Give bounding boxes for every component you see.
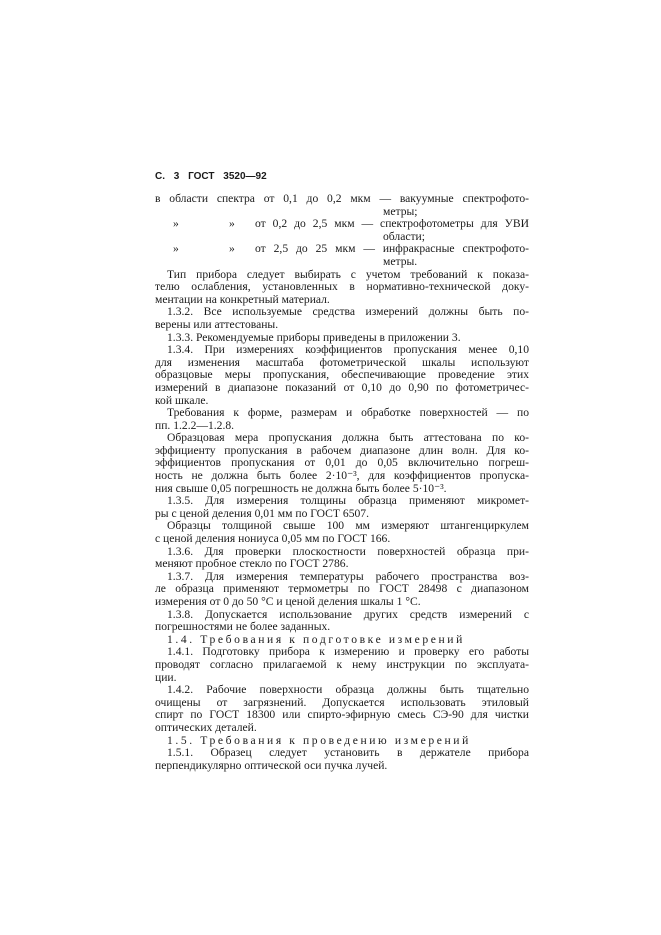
text-line: для изменения масштаба фотометрической шкалы используют	[155, 355, 529, 369]
text-line: верены или аттестованы.	[155, 317, 279, 331]
text-line: кой шкале.	[155, 393, 209, 407]
text-line: Тип прибора следует выбирать с учетом требований к показа-	[167, 267, 529, 281]
text-line: 1.3.5. Для измерения толщины образца применяют микромет-	[167, 494, 529, 508]
text-line: эффициенту пропускания в рабочем диапазоне длин волн. Для ко-	[155, 443, 529, 457]
text-line: ции.	[155, 670, 177, 684]
text-line: 1.3.2. Все используемые средства измерений должны быть по-	[167, 305, 529, 319]
page-header: С. 3 ГОСТ 3520—92	[155, 171, 267, 182]
text-line: ния свыше 0,05 погрешность не должна быть более 5·10⁻³.	[155, 481, 447, 495]
text-line: в области спектра от 0,1 до 0,2 мкм — вакуумные спектрофото-	[155, 192, 529, 205]
text-line: проводят согласно прилагаемой к нему инструкции по эксплуата-	[155, 657, 529, 671]
text-line: 1.3.4. При измерениях коэффициентов пропускания менее 0,10	[167, 343, 529, 357]
text-line: Требования к форме, размерам и обработке поверхностей — по	[167, 406, 529, 420]
ditto-mark: »	[229, 242, 235, 256]
text-line: 1.3.8. Допускается использование других средств измерений с	[167, 607, 529, 621]
text-line: пп. 1.2.2—1.2.8.	[155, 418, 235, 432]
section-heading: 1.5. Требования к проведению измерений	[167, 733, 471, 747]
text-line: ность не должна быть более 2·10⁻³, для коэффициентов пропуска-	[155, 469, 529, 483]
text-line: метры.	[383, 254, 418, 268]
text-line: метры;	[383, 204, 418, 218]
text-line: Образцы толщиной свыше 100 мм измеряют штангенциркулем	[167, 519, 529, 533]
text-line: области;	[383, 229, 425, 243]
ditto-mark: »	[229, 217, 235, 231]
spectrum-row	[155, 218, 529, 231]
text-line: эффициентов пропускания от 0,01 до 0,05 включительно погреш-	[155, 456, 529, 470]
text-line: измерения от 0 до 50 °С и ценой деления шкалы 1 °С.	[155, 595, 421, 608]
text-line: 1.4.2. Рабочие поверхности образца должны быть тщательно	[167, 683, 529, 697]
text-line: от 0,2 до 2,5 мкм — спектрофотометры для УВИ	[255, 217, 529, 231]
text-line: меняют пробное стекло по ГОСТ 2786.	[155, 557, 349, 571]
text-line: измерений в диапазоне показаний от 0,10 до 0,90 по фотометричес-	[155, 380, 529, 394]
text-line: телю ослабления, установленных в нормативно-технической доку-	[155, 280, 529, 294]
text-line: оптических деталей.	[155, 720, 257, 734]
text-line: 1.4.1. Подготовку прибора к измерению и проверку его работы	[167, 645, 529, 659]
text-line: погрешностями не более заданных.	[155, 620, 331, 634]
text-line: ментации на конкретный материал.	[155, 292, 330, 306]
ditto-mark: »	[173, 217, 179, 231]
text-line: от 2,5 до 25 мкм — инфракрасные спектрофото-	[255, 242, 529, 256]
text-line: 1.3.7. Для измерения температуры рабочего пространства воз-	[167, 569, 529, 583]
ditto-mark: »	[173, 242, 179, 256]
text-line: ры с ценой деления 0,01 мм по ГОСТ 6507.	[155, 506, 369, 520]
text-line: 1.3.3. Рекомендуемые приборы приведены в приложении 3.	[167, 330, 461, 344]
section-heading: 1.4. Требования к подготовке измерений	[167, 632, 465, 646]
text-line: образцовые меры пропускания, обеспечивающие проведение этих	[155, 368, 529, 382]
text-line: с ценой деления нониуса 0,05 мм по ГОСТ 166.	[155, 532, 391, 546]
text-line: 1.5.1. Образец следует установить в держателе прибора	[167, 746, 529, 760]
text-line: 1.3.6. Для проверки плоскостности поверхностей образца при-	[167, 544, 529, 558]
text-line: ле образца применяют термометры по ГОСТ 28498 с диапазоном	[155, 582, 529, 596]
text-line: спирт по ГОСТ 18300 или спирто-эфирную смесь СЭ-90 для чистки	[155, 708, 529, 722]
text-line: Образцовая мера пропускания должна быть аттестована по ко-	[167, 431, 529, 445]
spectrum-row	[155, 243, 529, 256]
document-body	[155, 193, 529, 772]
text-line: очищены от загрязнений. Допускается использовать этиловый	[155, 695, 529, 709]
text-line: перпендикулярно оптической оси пучка лучей.	[155, 758, 388, 772]
